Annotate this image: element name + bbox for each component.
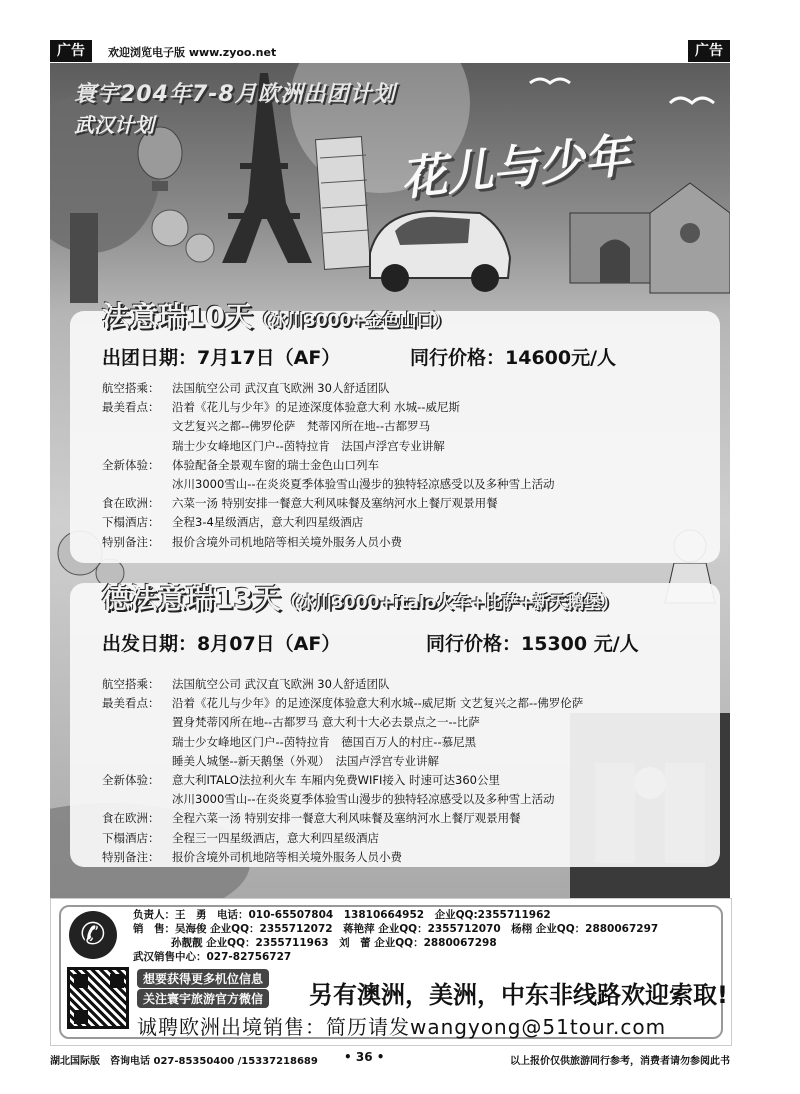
- detail-value: 全程三一四星级酒店，意大利四星级酒店: [172, 830, 379, 845]
- footer-right: 以上报价仅供旅游同行参考，消费者请勿参阅此书: [510, 1056, 730, 1067]
- hiring-text: 诚聘欧洲出境销售：简历请发wangyong@51tour.com: [137, 1015, 667, 1039]
- detail-label: 下榻酒店：: [102, 515, 160, 530]
- page-footer: [50, 1050, 730, 1068]
- product1-price-label: 同行价格：: [410, 347, 506, 369]
- contact-line-2: 销 售：吴海俊 企业QQ：2355712072 蒋艳萍 企业QQ：2355712070 杨栩 企业QQ：2880067297: [133, 923, 659, 935]
- contact-line-4: 武汉销售中心：027-82756727: [133, 951, 292, 963]
- detail-value: 法国航空公司 武汉直飞欧洲 30人舒适团队: [172, 677, 390, 691]
- product1-date-value: 7月17日（AF）: [197, 347, 341, 369]
- product1-price-value: 14600元/人: [505, 347, 617, 369]
- detail-row: [102, 713, 583, 732]
- ad-tag-right: 广告: [688, 40, 730, 62]
- detail-row: [102, 809, 583, 828]
- product1-title: [102, 295, 451, 335]
- detail-label: 最美看点：: [102, 696, 160, 711]
- detail-row: [102, 790, 583, 809]
- detail-label: 航空搭乘：: [102, 381, 160, 395]
- poster-subheadline: 武汉计划: [74, 113, 154, 137]
- detail-value: 意大利ITALO法拉利火车 车厢内免费WIFI接入 时速可达360公里: [172, 773, 500, 788]
- poster-headline: 寰宇204年7-8月欧洲出团计划: [74, 82, 396, 107]
- detail-label: 全新体验：: [102, 457, 160, 472]
- detail-value: 瑞士少女峰地区门户--茵特拉肯 法国卢浮宫专业讲解: [172, 438, 445, 453]
- detail-row: [102, 752, 583, 771]
- church-icon: [650, 183, 730, 293]
- poster-area: [50, 63, 730, 898]
- site-url[interactable]: 欢迎浏览电子版 www.zyoo.net: [108, 46, 277, 59]
- product2-title: [102, 577, 618, 617]
- product2-date-label: 出发日期：: [102, 633, 198, 655]
- detail-label: 特别备注：: [102, 534, 160, 549]
- detail-value: 睡美人城堡--新天鹅堡（外观） 法国卢浮宫专业讲解: [172, 753, 440, 768]
- wechat-line-2: 关注寰宇旅游官方微信: [137, 989, 269, 1008]
- detail-value: 报价含境外司机地陪等相关境外服务人员小费: [172, 534, 402, 549]
- product2-title-note: （冰川3000+italo火车+比萨+新天鹅堡）: [280, 593, 618, 613]
- detail-row: [102, 848, 583, 867]
- detail-row: [102, 437, 555, 456]
- detail-row: [102, 417, 555, 436]
- detail-label: 食在欧洲：: [102, 811, 160, 826]
- car-icon: [370, 211, 510, 292]
- detail-label: 下榻酒店：: [102, 830, 160, 845]
- detail-label: 食在欧洲：: [102, 496, 160, 511]
- product2-date: [102, 629, 340, 656]
- detail-value: 沿着《花儿与少年》的足迹深度体验意大利水城--威尼斯 文艺复兴之都--佛罗伦萨: [172, 696, 584, 711]
- product2-price-label: 同行价格：: [426, 633, 522, 655]
- detail-label: 特别备注：: [102, 849, 160, 864]
- detail-value: 冰川3000雪山--在炎炎夏季体验雪山漫步的独特轻凉感受以及多种雪上活动: [172, 477, 555, 492]
- pisa-tower-icon: [316, 137, 371, 270]
- detail-value: 全程六菜一汤 特别安排一餐意大利风味餐及塞纳河水上餐厅观景用餐: [172, 811, 521, 826]
- product2-price: [426, 629, 639, 656]
- product1-date-label: 出团日期：: [102, 347, 198, 369]
- poster-slogan: 花儿与少年: [398, 128, 633, 206]
- contact-line-3: 孙靓靓 企业QQ：2355711963 刘 蕾 企业QQ：2880067298: [171, 937, 497, 949]
- detail-value: 瑞士少女峰地区门户--茵特拉肯 德国百万人的村庄--慕尼黑: [172, 734, 477, 749]
- detail-row: [102, 475, 555, 494]
- detail-row: [102, 494, 555, 513]
- product1-title-note: （冰川3000+金色山口）: [252, 311, 451, 331]
- detail-value: 全程3-4星级酒店，意大利四星级酒店: [172, 515, 364, 530]
- product2-price-value: 15300 元/人: [521, 633, 639, 655]
- detail-row: [102, 456, 555, 475]
- top-bar: [50, 40, 730, 62]
- qr-code-icon[interactable]: [67, 967, 129, 1029]
- arc-de-triomphe-icon: [570, 213, 660, 283]
- more-routes-text: 另有澳洲，美洲，中东非线路欢迎索取!: [309, 981, 728, 1009]
- product1-price: [410, 343, 616, 370]
- birds-icon: [530, 79, 714, 103]
- phone-icon: ✆: [69, 911, 117, 959]
- product2-details: [102, 675, 583, 867]
- detail-row: [102, 675, 583, 694]
- detail-label: 最美看点：: [102, 400, 160, 415]
- detail-label: 航空搭乘：: [102, 677, 160, 691]
- detail-value: 置身梵蒂冈所在地--古都罗马 意大利十大必去景点之一--比萨: [172, 715, 480, 730]
- detail-row: [102, 533, 555, 552]
- product1-title-main: 法意瑞10天: [102, 300, 253, 333]
- detail-value: 冰川3000雪山--在炎炎夏季体验雪山漫步的独特轻凉感受以及多种雪上活动: [172, 792, 555, 807]
- detail-value: 体验配备全景观车窗的瑞士金色山口列车: [172, 457, 379, 472]
- detail-value: 文艺复兴之都--佛罗伦萨 梵蒂冈所在地--古都罗马: [172, 419, 431, 434]
- contact-panel: [50, 898, 732, 1046]
- detail-row: [102, 694, 583, 713]
- page-number: • 36 •: [344, 1050, 385, 1064]
- detail-row: [102, 513, 555, 532]
- product1-date: [102, 343, 340, 370]
- detail-value: 六菜一汤 特别安排一餐意大利风味餐及塞纳河水上餐厅观景用餐: [172, 496, 498, 511]
- detail-label: 全新体验：: [102, 773, 160, 788]
- detail-row: [102, 398, 555, 417]
- detail-row: [102, 771, 583, 790]
- product1-details: [102, 379, 555, 552]
- detail-value: 法国航空公司 武汉直飞欧洲 30人舒适团队: [172, 381, 390, 395]
- wechat-line-1: 想要获得更多机位信息: [137, 969, 269, 988]
- detail-value: 报价含境外司机地陪等相关境外服务人员小费: [172, 849, 402, 864]
- detail-row: [102, 733, 583, 752]
- detail-row: [102, 379, 555, 398]
- detail-value: 沿着《花儿与少年》的足迹深度体验意大利 水城--威尼斯: [172, 400, 460, 415]
- product2-date-value: 8月07日（AF）: [197, 633, 341, 655]
- product2-title-main: 德法意瑞13天: [102, 582, 281, 615]
- footer-left: 湖北国际版 咨询电话 027-85350400 /15337218689: [50, 1056, 318, 1067]
- detail-row: [102, 829, 583, 848]
- ad-tag-left: 广告: [50, 40, 92, 62]
- contact-line-1: 负责人：王 勇 电话：010-65507804 13810664952 企业QQ:2355711962: [133, 909, 551, 921]
